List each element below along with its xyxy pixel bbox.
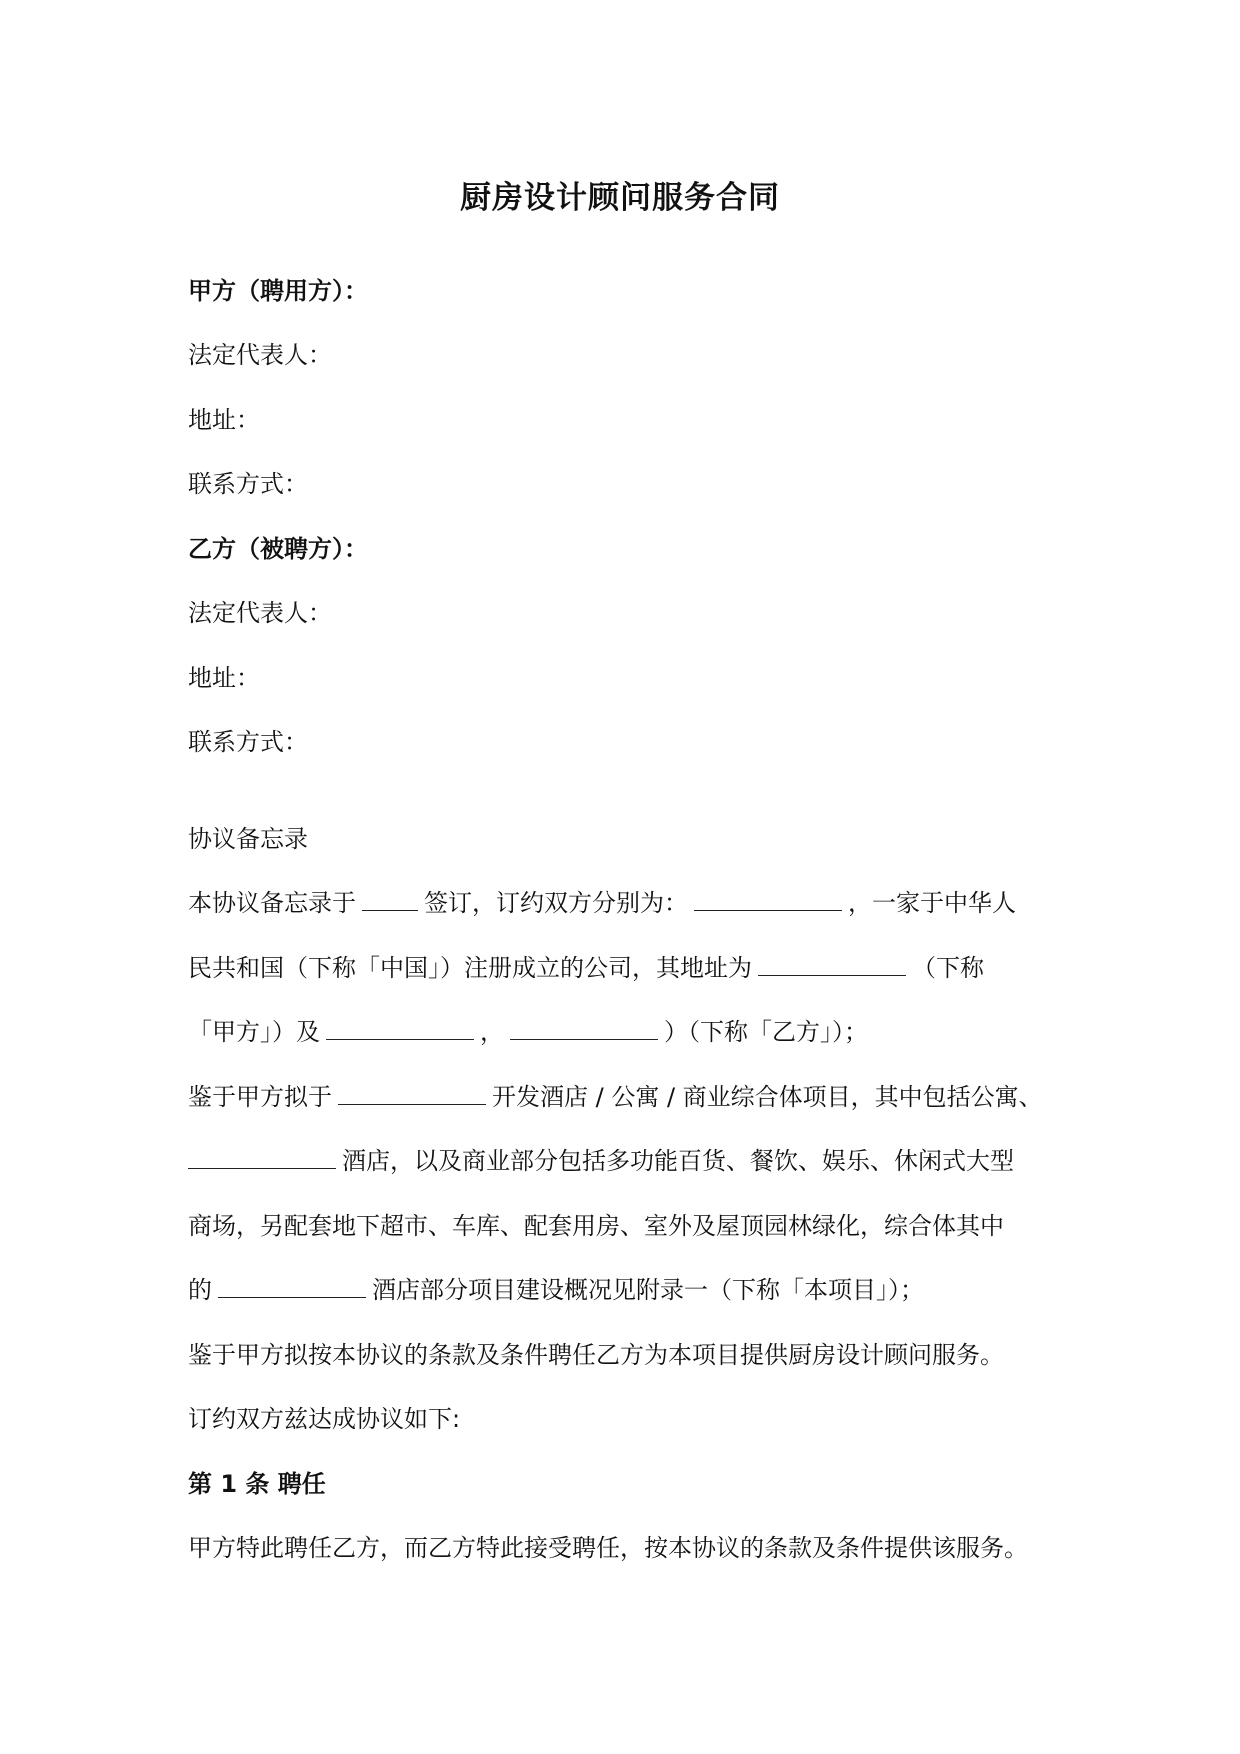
article1-body: 甲方特此聘任乙方，而乙方特此接受聘任，按本协议的条款及条件提供该服务。 [188, 1534, 1028, 1562]
para1-line1 [188, 886, 1016, 920]
party-b-address-label: 地址： [188, 664, 260, 692]
para3: 鉴于甲方拟按本协议的条款及条件聘任乙方为本项目提供厨房设计顾问服务。 [188, 1341, 1004, 1369]
para4: 订约双方兹达成协议如下: [188, 1405, 461, 1433]
para2-text-1b: 开发酒店 / 公寓 / 商业综合体项目，其中包括公寓、 [492, 1083, 1043, 1111]
para1-line3 [188, 1015, 868, 1049]
party-a-heading: 甲方（聘用方）： [188, 277, 368, 305]
para1-text-1a: 本协议备忘录于 [188, 889, 356, 917]
document-title: 厨房设计顾问服务合同 [460, 180, 780, 216]
project-location-blank [338, 1082, 486, 1105]
party-b-contact-label: 联系方式： [188, 728, 308, 756]
para2-text-2: 酒店，以及商业部分包括多功能百货、餐饮、娱乐、休闲式大型 [342, 1147, 1014, 1175]
memo-heading: 协议备忘录 [188, 825, 308, 853]
para1-text-2b: （下称 [912, 954, 984, 982]
hotel-name-blank [188, 1146, 336, 1169]
date-blank [362, 888, 418, 911]
party-b-name-blank [326, 1017, 474, 1040]
para1-text-1c: ，一家于中华人 [848, 889, 1016, 917]
para2-line3: 商场，另配套地下超市、车库、配套用房、室外及屋顶园林绿化，综合体其中 [188, 1212, 1004, 1240]
party-a-address-blank [758, 953, 906, 976]
para1-text-3a: 「甲方」）及 [188, 1018, 320, 1046]
para2-line1 [188, 1080, 1043, 1114]
party-b-heading: 乙方（被聘方）： [188, 535, 368, 563]
para1-text-2a: 民共和国（下称「中国」）注册成立的公司，其地址为 [188, 954, 752, 982]
article1-heading: 第 1 条 聘任 [188, 1470, 326, 1498]
para2-text-1a: 鉴于甲方拟于 [188, 1083, 332, 1111]
para1-line2 [188, 951, 984, 985]
party-b-rep-label: 法定代表人： [188, 599, 332, 627]
party-a-contact-label: 联系方式： [188, 470, 308, 498]
para2-line2 [188, 1144, 1014, 1178]
para1-text-1b: 签订，订约双方分别为： [424, 889, 688, 917]
hotel-part-blank [218, 1275, 366, 1298]
para2-line4 [188, 1273, 924, 1307]
party-a-rep-label: 法定代表人： [188, 341, 332, 369]
party-b-detail-blank [510, 1017, 658, 1040]
para2-text-4a: 的 [188, 1276, 212, 1304]
para1-text-3c: ）（下称「乙方」）； [664, 1018, 868, 1046]
para1-text-3b: ， [480, 1018, 504, 1046]
party-a-address-label: 地址： [188, 406, 260, 434]
party-a-name-blank [694, 888, 842, 911]
para2-text-4b: 酒店部分项目建设概况见附录一（下称「本项目」）； [372, 1276, 924, 1304]
